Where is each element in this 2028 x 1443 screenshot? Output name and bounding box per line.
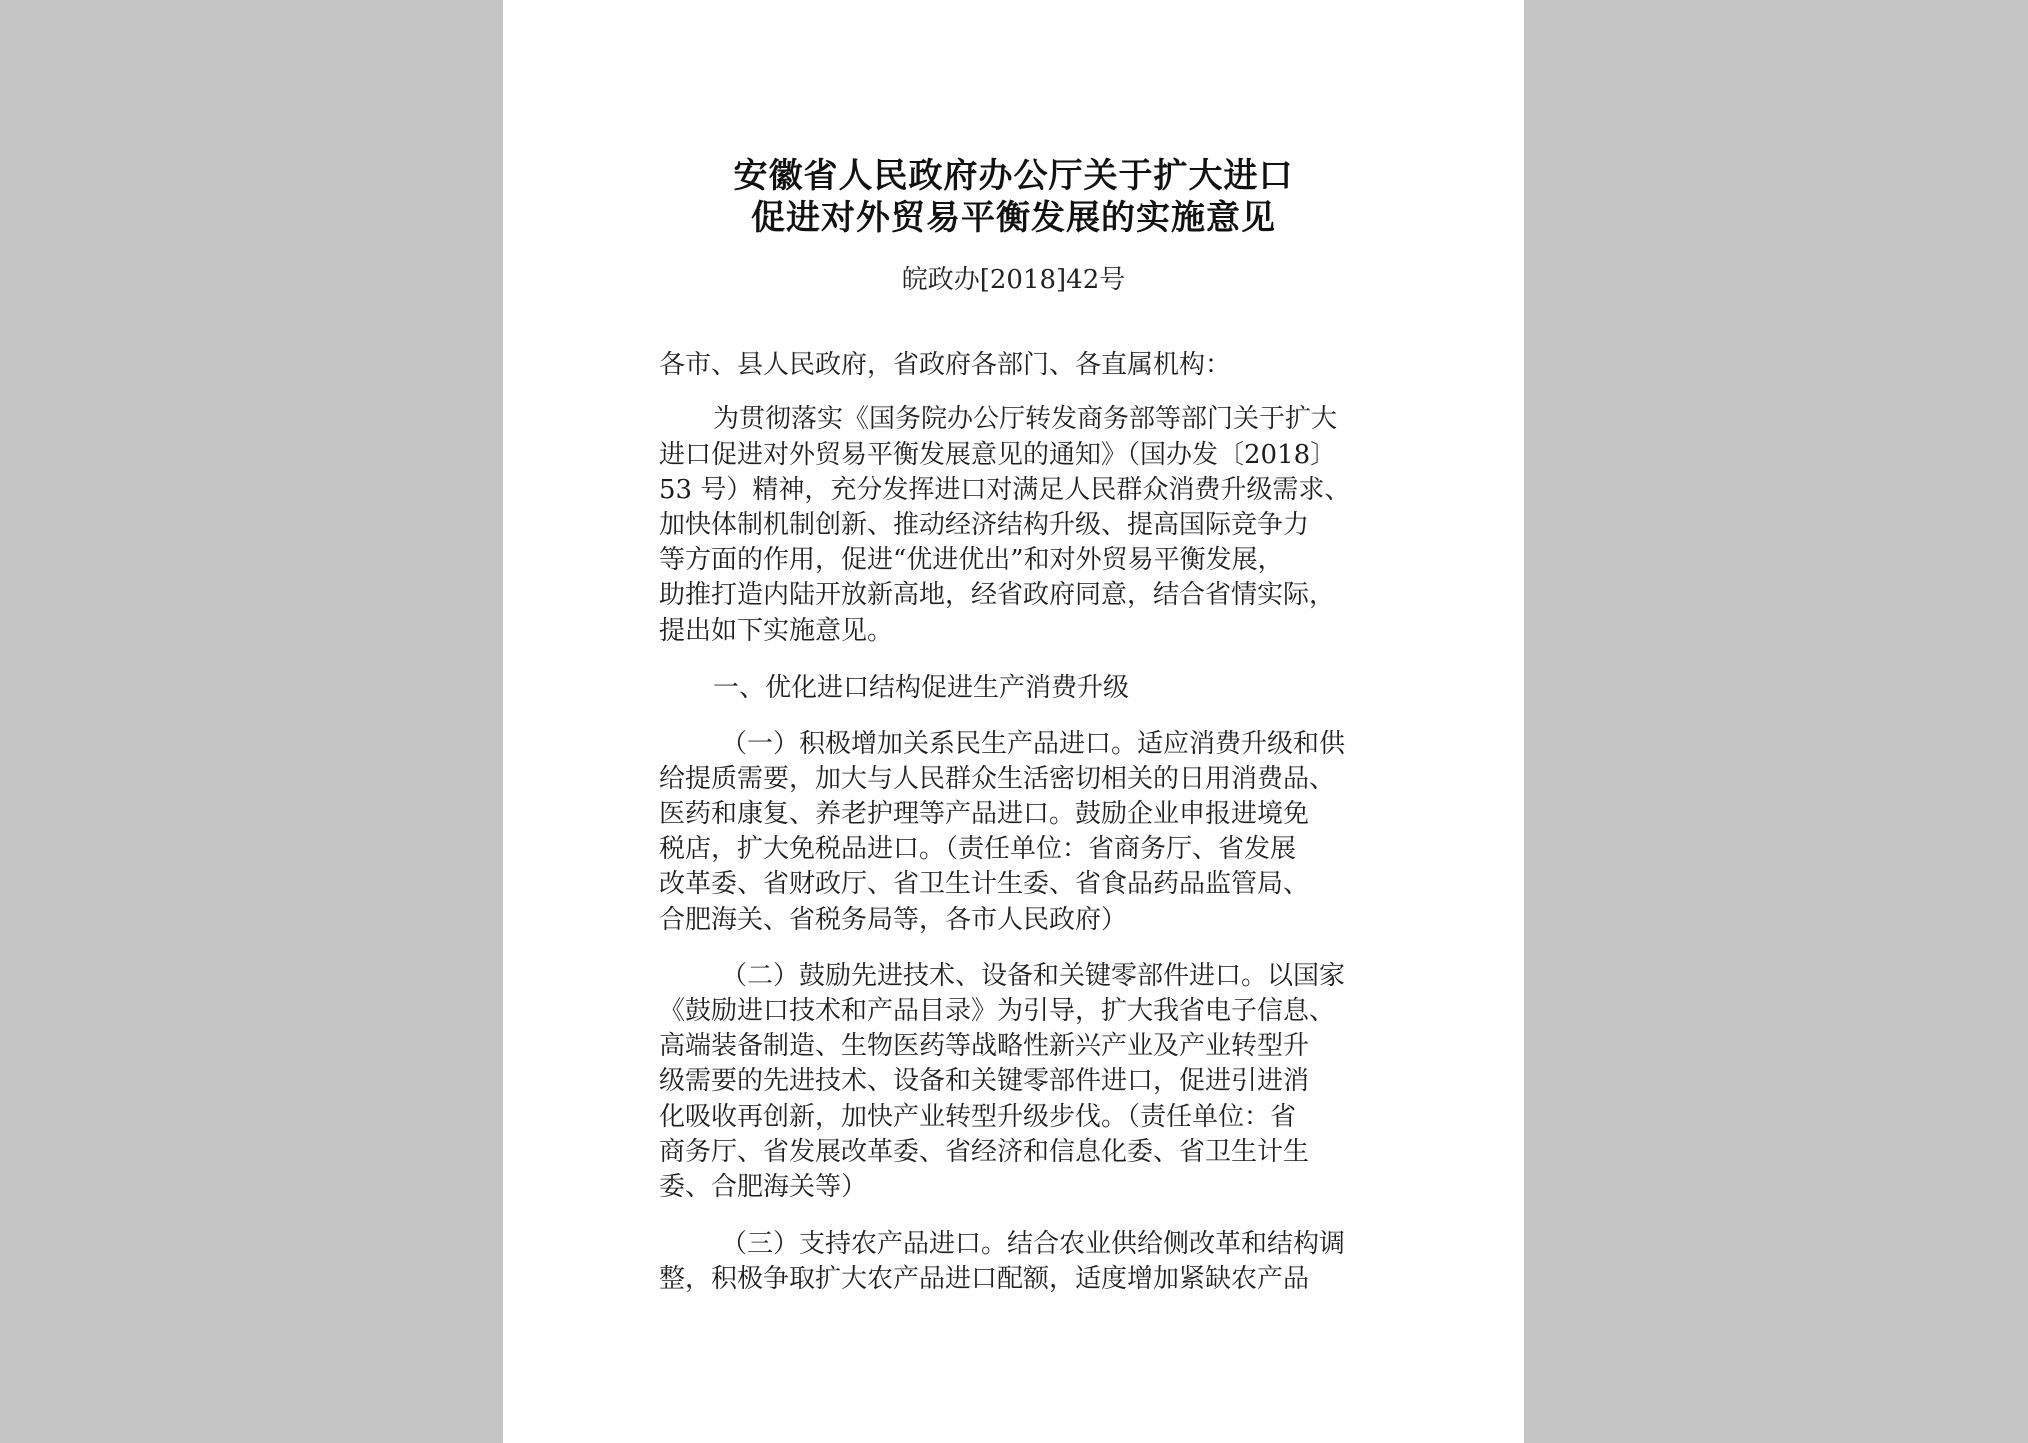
addressee: 各市、县人民政府，省政府各部门、各直属机构：	[659, 350, 1232, 380]
item-2-line: 《鼓励进口技术和产品目录》为引导，扩大我省电子信息、	[659, 996, 1336, 1026]
intro-line: 53 号）精神，充分发挥进口对满足人民群众消费升级需求、	[659, 475, 1351, 505]
item-2-line: 委、合肥海关等）	[659, 1172, 868, 1202]
item-2-line: 商务厅、省发展改革委、省经济和信息化委、省卫生计生	[659, 1137, 1310, 1167]
intro-line: 进口促进对外贸易平衡发展意见的通知》（国办发〔2018〕	[659, 440, 1337, 470]
section-heading: 一、优化进口结构促进生产消费升级	[713, 673, 1130, 703]
item-1-line: 给提质需要，加大与人民群众生活密切相关的日用消费品、	[659, 764, 1336, 794]
intro-line: 为贯彻落实《国务院办公厅转发商务部等部门关于扩大	[713, 404, 1338, 434]
item-2-line: 化吸收再创新，加快产业转型升级步伐。（责任单位：省	[659, 1102, 1297, 1132]
item-2-line: 级需要的先进技术、设备和关键零部件进口，促进引进消	[659, 1066, 1310, 1096]
item-2-line: （二）鼓励先进技术、设备和关键零部件进口。以国家	[721, 961, 1346, 991]
intro-line: 助推打造内陆开放新高地，经省政府同意，结合省情实际，	[659, 580, 1336, 610]
item-3-line: 整，积极争取扩大农产品进口配额，适度增加紧缺农产品	[659, 1264, 1310, 1294]
item-1-line: 合肥海关、省税务局等，各市人民政府）	[659, 905, 1128, 935]
document-title-line-1: 安徽省人民政府办公厅关于扩大进口	[733, 156, 1294, 196]
item-1-line: 税店，扩大免税品进口。（责任单位：省商务厅、省发展	[659, 834, 1297, 864]
intro-line: 加快体制机制创新、推动经济结构升级、提高国际竞争力	[659, 510, 1310, 540]
document-number: 皖政办[2018]42号	[901, 265, 1126, 295]
item-1-line: 医药和康复、养老护理等产品进口。鼓励企业申报进境免	[659, 799, 1310, 829]
item-1-line: 改革委、省财政厅、省卫生计生委、省食品药品监管局、	[659, 869, 1310, 899]
document-page	[503, 0, 1524, 1443]
item-2-line: 高端装备制造、生物医药等战略性新兴产业及产业转型升	[659, 1031, 1310, 1061]
item-1-line: （一）积极增加关系民生产品进口。适应消费升级和供	[721, 729, 1346, 759]
item-3-line: （三）支持农产品进口。结合农业供给侧改革和结构调	[721, 1229, 1346, 1259]
document-title-line-2: 促进对外贸易平衡发展的实施意见	[751, 198, 1276, 238]
intro-line: 等方面的作用，促进“优进优出”和对外贸易平衡发展，	[659, 545, 1284, 575]
intro-line: 提出如下实施意见。	[659, 616, 894, 646]
